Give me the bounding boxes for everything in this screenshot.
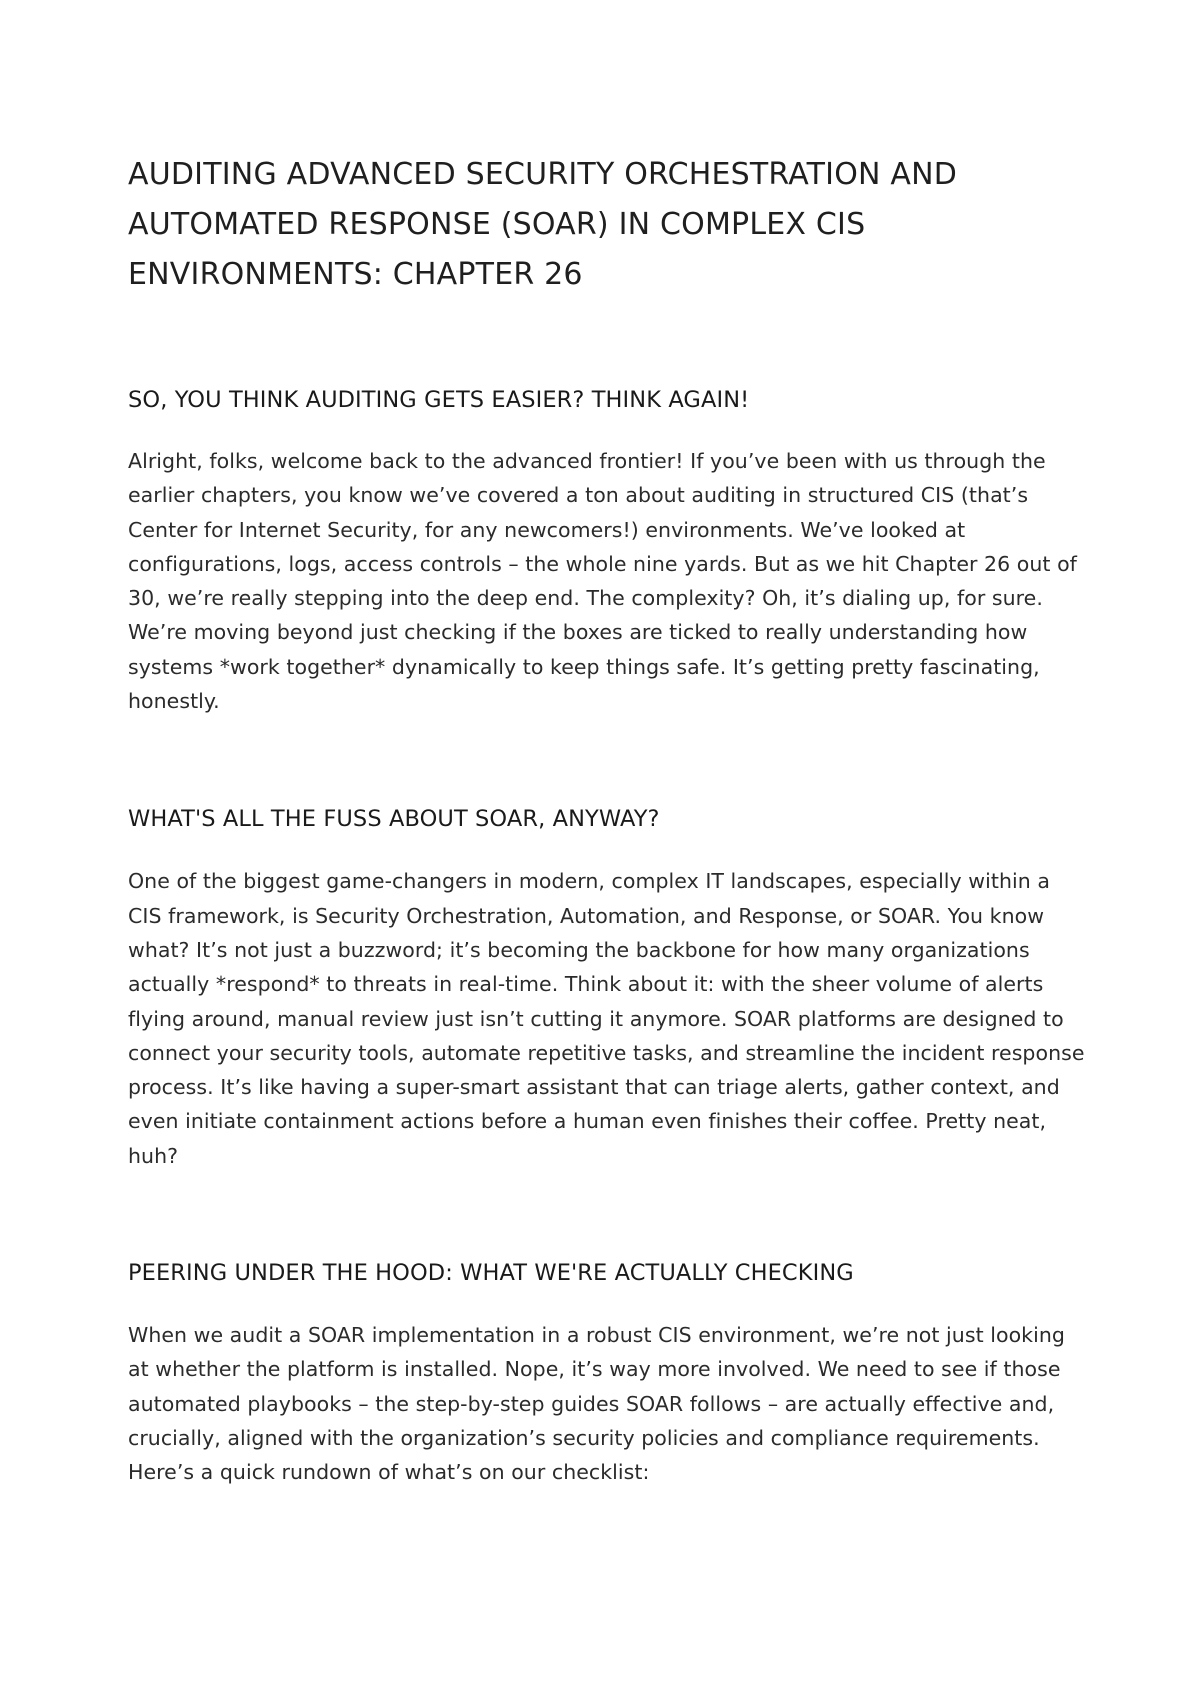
section-fuss-about-soar [128, 802, 1088, 1173]
section-heading: WHAT'S ALL THE FUSS ABOUT SOAR, ANYWAY? [128, 806, 660, 833]
section-heading: PEERING UNDER THE HOOD: WHAT WE'RE ACTUALLY CHECKING [128, 1260, 854, 1287]
section-peering-under-the-hood [128, 1256, 1088, 1489]
section-paragraph: One of the biggest game-changers in modern, complex IT landscapes, especially within a CIS framework, is Security Orchestration, Automation, and Response, or SOAR. You know what? It’s not just a buzzword; it’s becoming the backbone for how many organizations actually *respond* to threats in real-time. Think about it: with the sheer volume of alerts flying around, manual review just isn’t cutting it anymore. SOAR platforms are designed to connect your security tools, automate repetitive tasks, and streamline the incident response process. It’s like having a super-smart assistant that can triage alerts, gather context, and even initiate containment actions before a human even finishes their coffee. Pretty neat, huh? [128, 869, 1085, 1168]
section-paragraph: When we audit a SOAR implementation in a robust CIS environment, we’re not just looking at whether the platform is installed. Nope, it’s way more involved. We need to see if those automated playbooks – the step-by-step guides SOAR follows – are actually effective and, crucially, aligned with the organization’s security policies and compliance requirements. Here’s a quick rundown of what’s on our checklist: [128, 1323, 1065, 1485]
document-page [128, 150, 1088, 1490]
section-paragraph: Alright, folks, welcome back to the advanced frontier! If you’ve been with us through the earlier chapters, you know we’ve covered a ton about auditing in structured CIS (that’s Center for Internet Security, for any newcomers!) environments. We’ve looked at configurations, logs, access controls – the whole nine yards. But as we hit Chapter 26 out of 30, we’re really stepping into the deep end. The complexity? Oh, it’s dialing up, for sure. We’re moving beyond just checking if the boxes are ticked to really understanding how systems *work together* dynamically to keep things safe. It’s getting pretty fascinating, honestly. [128, 449, 1077, 714]
document-title: AUDITING ADVANCED SECURITY ORCHESTRATION AND AUTOMATED RESPONSE (SOAR) IN COMPLEX CIS ENVIRONMENTS: CHAPTER 26 [128, 157, 958, 292]
section-heading: SO, YOU THINK AUDITING GETS EASIER? THINK AGAIN! [128, 387, 750, 413]
section-auditing-gets-easier [128, 383, 1088, 718]
